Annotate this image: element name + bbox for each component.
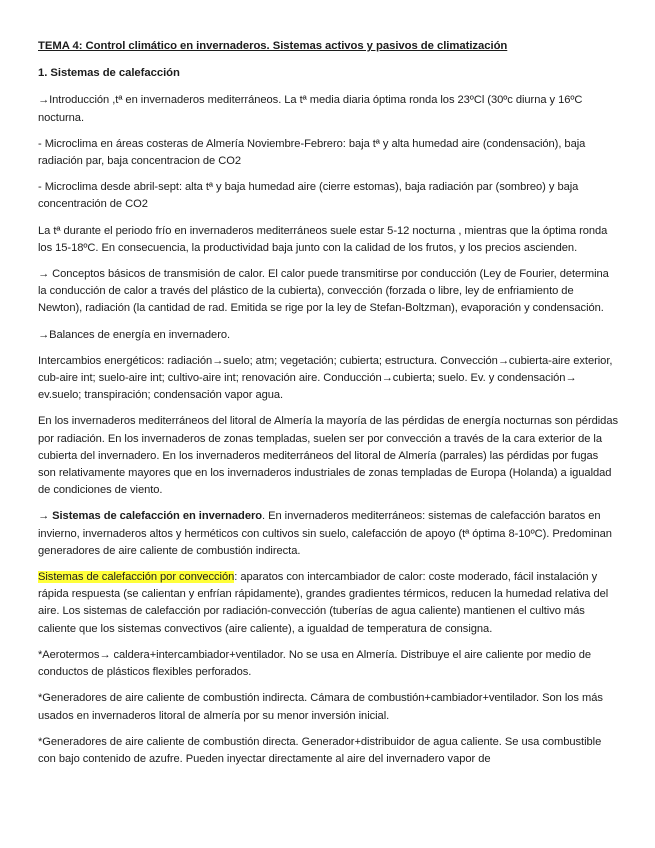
section-heading: 1. Sistemas de calefacción [38, 67, 180, 80]
document-page [38, 38, 618, 777]
heating-systems-text: . En invernaderos mediterráneos: sistemas de calefacción baratos en invierno, invernaderos altos y herméticos con cultivos sin suelo, calefacción de apoyo (tª óptima 8-10ºC). Predominan generadores de aire caliente de combustión indirecta. [38, 510, 612, 557]
paragraph-energy-losses: En los invernaderos mediterráneos del litoral de Almería la mayoría de las pérdidas de energía nocturnas son pérdidas por radiación. En los invernaderos de zonas templadas, suelen ser por convección a través de la cara exterior de la cubierta del invernadero. En los invernaderos mediterráneos del litoral de Almería (parrales) las pérdidas por fugas son relativamente mayores que en los invernaderos industriales de zonas templadas de Europa (Holanda) a igualdad de condiciones de viento. [38, 415, 618, 497]
convection-heating-text: : aparatos con intercambiador de calor: coste moderado, fácil instalación y rápida respuesta (se calientan y enfrían rápidamente), grandes gradientes térmicos, reducen la humedad relativa del aire. Los sistemas de calefacción por radiación-convección (tuberías de agua caliente) mantienen el cultivo más caliente que los sistemas convectivos (aire caliente), a igualdad de temperatura de consigna. [38, 571, 609, 635]
highlighted-term: Sistemas de calefacción por convección [38, 571, 235, 584]
paragraph-aerotermos: *Aerotermos→ caldera+intercambiador+ventilador. No se usa en Almería. Distribuye el aire caliente por medio de conductos de plásticos flexibles perforados. [38, 648, 592, 679]
paragraph-introduction: →Introducción ,tª en invernaderos mediterráneos. La tª media diaria óptima ronda los 23ºCl (30ºc diurna y 16ºC nocturna. [38, 94, 583, 124]
paragraph-heating-systems [38, 508, 618, 560]
paragraph-energy-exchanges: Intercambios energéticos: radiación→suelo; atm; vegetación; cubierta; estructura. Convección→cubierta-aire exterior, cub-aire int; suelo-aire int; cultivo-aire int; renovación aire. Conducción→cubierta; suelo. Ev. y condensación→ ev.suelo; transpiración; condensación vapor agua. [38, 354, 613, 402]
heating-systems-heading: → Sistemas de calefacción en invernadero [38, 510, 263, 523]
paragraph-direct-generators: *Generadores de aire caliente de combustión directa. Generador+distribuidor de agua caliente. Se usa combustible con bajo contenido de azufre. Pueden inyectar directamente al aire del invernadero vapor de [38, 735, 602, 765]
paragraph-indirect-generators: *Generadores de aire caliente de combustión indirecta. Cámara de combustión+cambiador+ventilador. Son los más usados en invernaderos litoral de almería por su menor inversión inicial. [38, 692, 603, 722]
paragraph-convection-heating [38, 569, 618, 638]
paragraph-energy-balance: →Balances de energía en invernadero. [38, 328, 231, 341]
paragraph-heat-transmission: → Conceptos básicos de transmisión de calor. El calor puede transmitirse por conducción (Ley de Fourier, determina la conducción de calor a través del plástico de la cubierta), convección (forzada o libre, ley de enfriamiento de Newton), radiación (la cantidad de rad. Emitida se rige por la ley de Stefan-Boltzman), evaporación y condensación. [38, 268, 609, 315]
paragraph-microclimate-winter: - Microclima en áreas costeras de Almería Noviembre-Febrero: baja tª y alta humedad aire (condensación), baja radiación par, baja concentracion de CO2 [38, 137, 586, 168]
document-title: TEMA 4: Control climático en invernaderos. Sistemas activos y pasivos de climatización [38, 40, 508, 52]
paragraph-microclimate-summer: - Microclima desde abril-sept: alta tª y baja humedad aire (cierre estomas), baja radiación par (sombreo) y baja concentración de CO2 [38, 181, 579, 211]
paragraph-cold-period: La tª durante el periodo frío en invernaderos mediterráneos suele estar 5-12 nocturna , mientras que la óptima ronda los 15-18ºC. En consecuencia, la productividad baja junto con la calidad de los frutos, y los precios ascienden. [38, 224, 608, 254]
